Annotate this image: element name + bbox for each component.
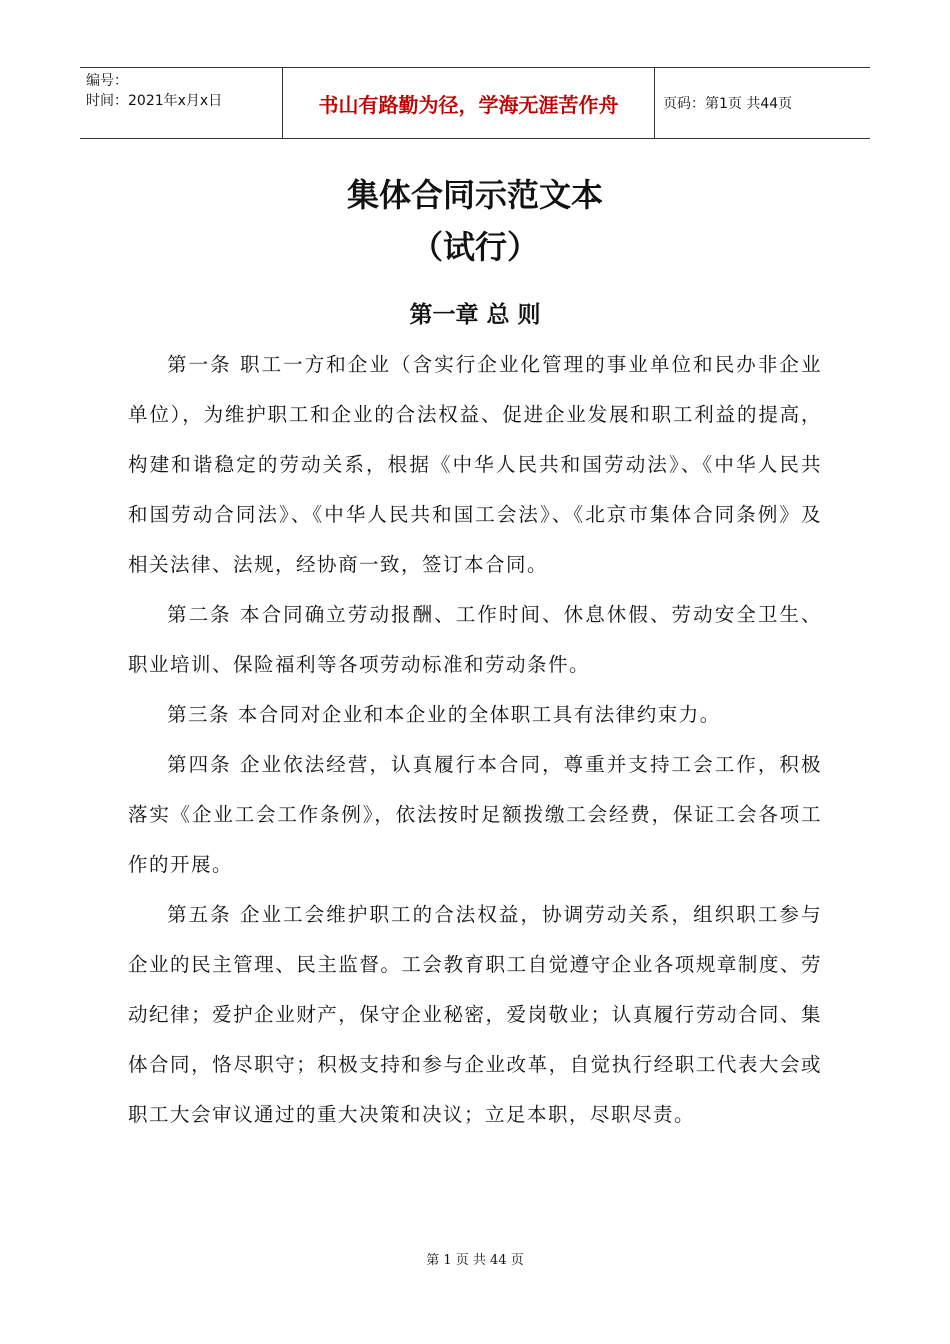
article-paragraph: 第四条 企业依法经营，认真履行本合同，尊重并支持工会工作，积极落实《企业工会工作条例》，依法按时足额拨缴工会经费，保证工会各项工作的开展。	[128, 753, 822, 876]
header-page-info	[655, 68, 870, 138]
document-header	[80, 67, 870, 139]
article-paragraph: 第一条 职工一方和企业（含实行企业化管理的事业单位和民办非企业单位），为维护职工和企业的合法权益、促进企业发展和职工利益的提高，构建和谐稳定的劳动关系，根据《中华人民共和国劳动法》、《中华人民共和国劳动合同法》、《中华人民共和国工会法》、《北京市集体合同条例》及相关法律、法规，经协商一致，签订本合同。	[128, 353, 822, 576]
time-label: 时间：2021年x月x日	[86, 93, 223, 109]
page-info-text: 页码：第1页 共44页	[663, 96, 793, 112]
article-paragraph: 第二条 本合同确立劳动报酬、工作时间、休息休假、劳动安全卫生、职业培训、保险福利等各项劳动标准和劳动条件。	[128, 603, 822, 676]
document-title: 集体合同示范文本	[346, 176, 603, 214]
header-meta	[80, 68, 282, 138]
motto-text: 书山有路勤为径，学海无涯苦作舟	[318, 92, 619, 117]
document-body	[128, 340, 822, 1140]
chapter-heading: 第一章 总 则	[409, 302, 541, 328]
number-label: 编号：	[86, 73, 128, 89]
page-footer: 第 1 页 共 44 页	[426, 1253, 524, 1268]
header-motto	[282, 68, 655, 138]
article-paragraph: 第五条 企业工会维护职工的合法权益，协调劳动关系，组织职工参与企业的民主管理、民主监督。工会教育职工自觉遵守企业各项规章制度、劳动纪律；爱护企业财产，保守企业秘密，爱岗敬业；认真履行劳动合同、集体合同，恪尽职守；积极支持和参与企业改革，自觉执行经职工代表大会或职工大会审议通过的重大决策和决议；立足本职，尽职尽责。	[128, 903, 822, 1126]
article-paragraph: 第三条 本合同对企业和本企业的全体职工具有法律约束力。	[167, 703, 721, 726]
document-subtitle: （试行）	[410, 228, 539, 266]
